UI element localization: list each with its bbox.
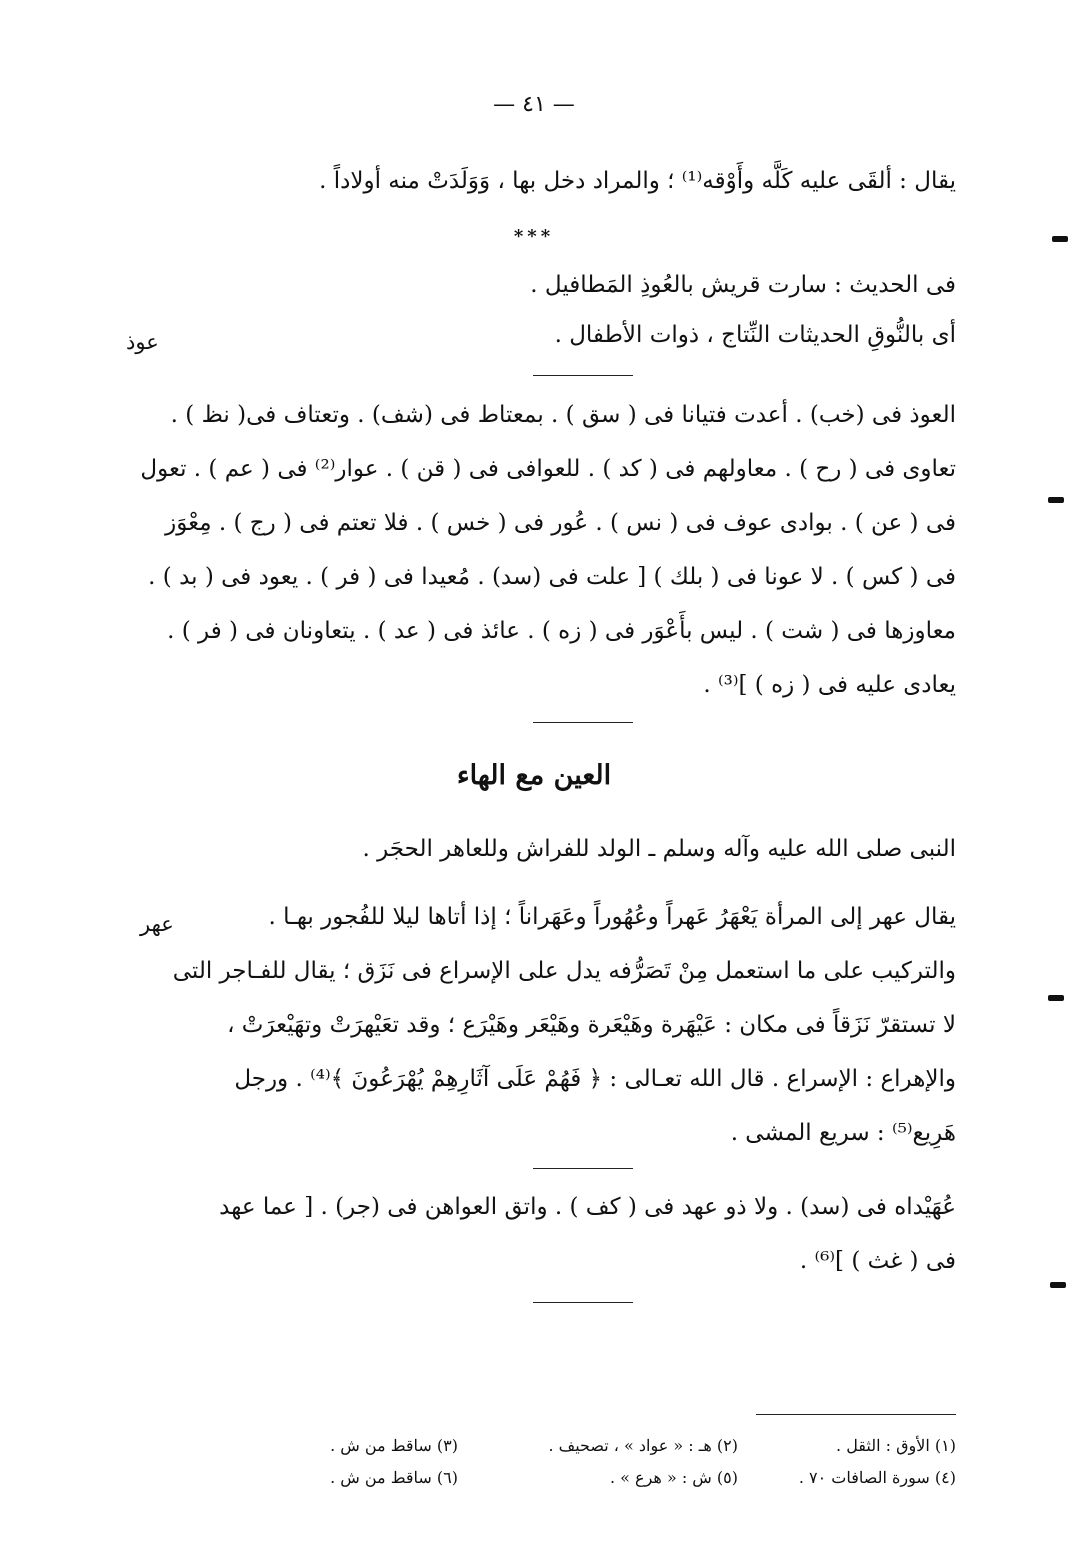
chapter-heading: العين مع الهاء [456, 760, 612, 791]
footnote: (٣) ساقط من ش . [330, 1436, 458, 1455]
divider [533, 722, 633, 723]
text-line: والتركيب على ما استعمل مِنْ تَصَرُّفه يدل على الإسراع فى نَزَق ؛ يقال للفـاجر التى [172, 958, 956, 984]
scan-edge-mark [1048, 995, 1064, 1001]
footnote: (٤) سورة الصافات ٧٠ . [798, 1468, 956, 1487]
divider [533, 1168, 633, 1169]
footnote-rule [756, 1414, 956, 1415]
scan-edge-mark [1048, 497, 1064, 503]
section-separator: *** [513, 226, 555, 247]
crossref-line: معاوزها فى ( شت ) . ليس بأَعْوَر فى ( زه ) . عائذ فى ( عد ) . يتعاونان فى ( فر ) . [167, 618, 956, 644]
crossref-line: فى ( عن ) . بوادى عوف فى ( نس ) . عُور فى ( خس ) . فلا تعتم فى ( رج ) . مِعْوَز [165, 510, 956, 536]
text-line: لا تستقرّ نَزَقاً فى مكان : عَيْهَرة وهَيْعَرة وهَيْعَر وهَيْرَع ؛ وقد تعَيْهرَتْ وتهَيْعرَتْ ، [227, 1012, 956, 1038]
footnote: (٦) ساقط من ش . [330, 1468, 458, 1487]
text-line: يقال : ألقَى عليه كَلَّه وأَوْقه⁽¹⁾ ؛ والمراد دخل بها ، وَوَلَدَتْ منه أولاداً . [319, 168, 956, 194]
crossref-line: تعاوى فى ( رح ) . معاولهم فى ( كد ) . للعوافى فى ( قن ) . عوار⁽²⁾ فى ( عم ) . تعول [140, 456, 956, 482]
hadith-line: النبى صلى الله عليه وآله وسلم ـ الولد للفراش وللعاهر الحجَر . [362, 836, 956, 862]
text-line: هَرِيع⁽⁵⁾ : سريع المشى . [730, 1120, 956, 1146]
text-line: أى بالنُّوقِ الحديثات النِّتاج ، ذوات الأطفال . [554, 322, 956, 348]
text-line: فى الحديث : سارت قريش بالعُوذِ المَطافيل . [530, 272, 956, 298]
crossref-line: فى ( غث ) ]⁽⁶⁾ . [799, 1248, 956, 1274]
divider [533, 375, 633, 376]
page-number: — ٤١ — [493, 92, 575, 117]
crossref-line: يعادى عليه فى ( زه ) ]⁽³⁾ . [703, 672, 956, 698]
divider [533, 1302, 633, 1303]
scan-edge-mark [1050, 1282, 1066, 1288]
text-line: يقال عهر إلى المرأة يَعْهَرُ عَهراً وعُهُوراً وعَهَراناً ؛ إذا أتاها ليلا للفُجور بهـا . [268, 904, 956, 930]
footnote: (٥) ش : « هرع » . [610, 1468, 738, 1487]
crossref-line: فى ( كس ) . لا عونا فى ( بلك ) [ علت فى (سد) . مُعيدا فى ( فر ) . يعود فى ( بد ) . [148, 564, 956, 590]
margin-headword: عوذ [126, 330, 159, 354]
crossref-line: العوذ فى (خب) . أعدت فتيانا فى ( سق ) . بمعتاط فى (شف) . وتعتاف فى( نظ ) . [170, 402, 956, 428]
footnote: (٢) هـ : « عواد » ، تصحيف . [548, 1436, 738, 1455]
footnote: (١) الأوق : الثقل . [836, 1436, 956, 1455]
crossref-line: عُهَيْداه فى (سد) . ولا ذو عهد فى ( كف ) . واتق العواهن فى (جر) . [ عما عهد [219, 1194, 956, 1220]
margin-headword: عهر [140, 912, 174, 936]
scan-edge-mark [1052, 236, 1068, 242]
text-line: والإهراع : الإسراع . قال الله تعـالى : ﴿ فَهُمْ عَلَى آثَارِهِمْ يُهْرَعُونَ ﴾⁽⁴⁾ . ورجل [234, 1066, 956, 1092]
